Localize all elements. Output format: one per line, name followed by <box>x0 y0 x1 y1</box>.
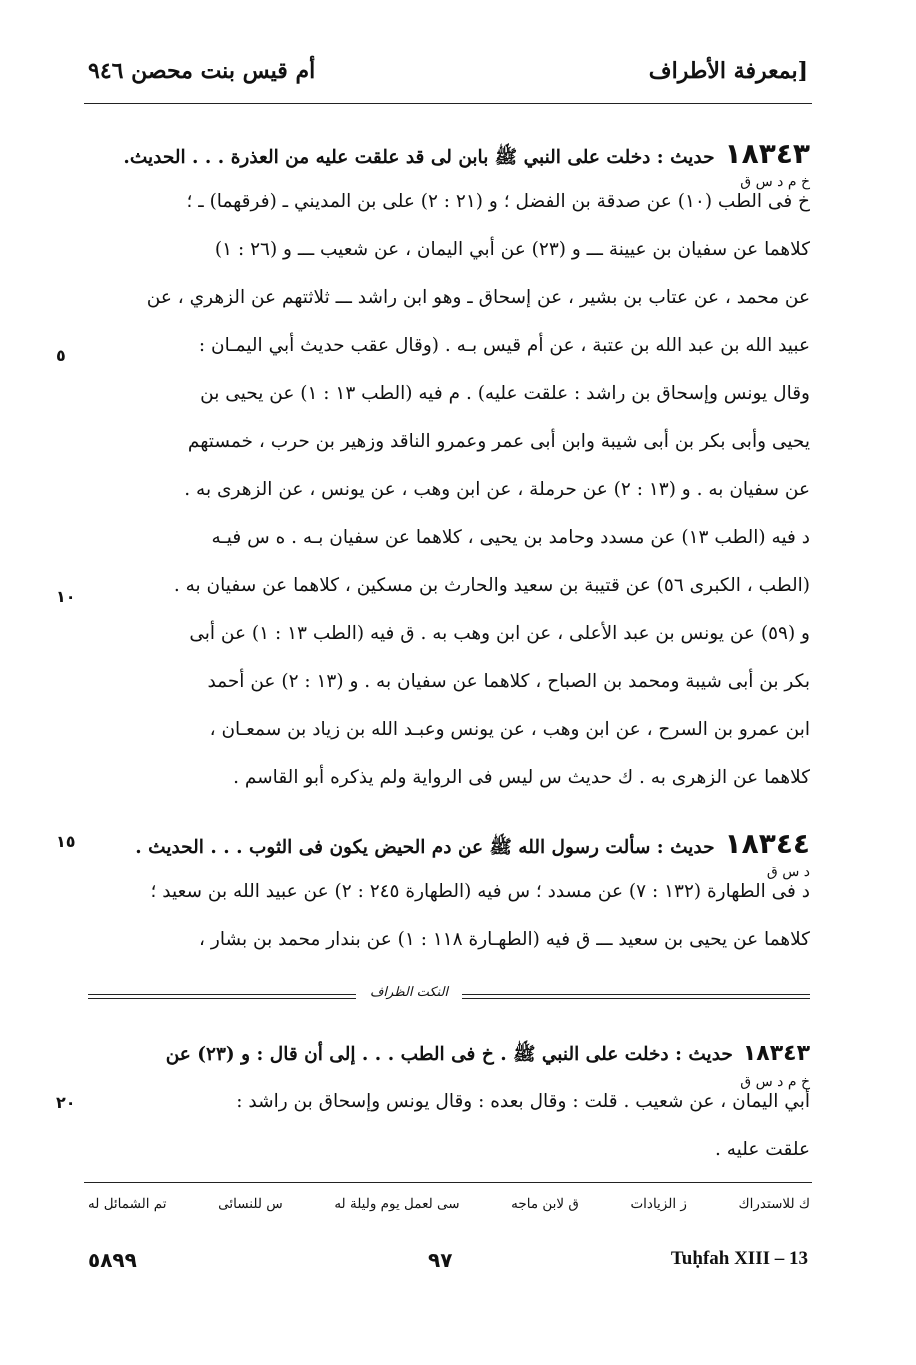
separator-rule-left <box>88 994 356 999</box>
text-line: عبيد الله بن عبد الله بن عتبة ، عن أم قيس بـه . (وقال عقب حديث أبي اليمـان : <box>198 335 810 356</box>
section-separator <box>88 985 810 1009</box>
legend-item: سى لعمل يوم وليلة له <box>334 1196 460 1212</box>
legend-item: تم الشمائل له <box>88 1196 167 1212</box>
sigla-entry2: د س ق <box>766 864 810 880</box>
text-line: د فيه (الطب ١٣) عن مسدد وحامد بن يحيى ، كلاهما عن سفيان بـه . ه س فيـه <box>211 527 810 548</box>
hadith-number: ١٨٣٤٣ <box>742 1041 810 1066</box>
legend-item: ز الزيادات <box>630 1196 687 1212</box>
text-line: ابن عمرو بن السرح ، عن ابن وهب ، عن يونس وعبـد الله بن زياد بن سمعـان ، <box>209 719 810 740</box>
text-line: يحيى وأبى بكر بن أبى شيبة وابن أبى عمر وعمرو الناقد وزهير بن حرب ، خمستهم <box>187 431 810 452</box>
footer-signature: Tuḥfah XIII – 13 <box>670 1248 808 1269</box>
text-line: عن محمد ، عن عتاب بن بشير ، عن إسحاق ـ وهو ابن راشد ـــ ثلاثتهم عن الزهري ، عن <box>146 287 810 308</box>
text-line: د فى الطهارة (١٣٢ : ٧) عن مسدد ؛ س فيه (الطهارة ٢٤٥ : ٢) عن عبيد الله بن سعيد ؛ <box>150 881 810 902</box>
text-line: خ فى الطب (١٠) عن صدقة بن الفضل ؛ و (٢١ : ٢) على بن المديني ـ (فرقهما) ـ ؛ <box>186 191 810 212</box>
text-line: ١٨٣٤٣حديث : دخلت على النبي ﷺ بابن لى قد علقت عليه من العذرة . . . الحديث. <box>123 137 810 170</box>
separator-label: النكت الظراف <box>369 985 449 1000</box>
text-line: بكر بن أبى شيبة ومحمد بن الصباح ، كلاهما عن سفيان به . و (١٣ : ٢) عن أحمد <box>207 671 810 692</box>
text-line: ١٨٣٤٣حديث : دخلت على النبي ﷺ . خ فى الطب . . . إلى أن قال : و (٢٣) عن <box>165 1041 810 1066</box>
text-line: علقت عليه . <box>715 1139 810 1160</box>
margin-line-number: ٢٠ <box>56 1093 76 1112</box>
legend-item: س للنسائى <box>218 1196 283 1212</box>
text-line: ١٨٣٤٤حديث : سألت رسول الله ﷺ عن دم الحيض يكون فى الثوب . . . الحديث . <box>135 827 810 860</box>
text-line: أبي اليمان ، عن شعيب . قلت : وقال بعده : وقال يونس وإسحاق بن راشد : <box>236 1091 810 1112</box>
text-line: وقال يونس وإسحاق بن راشد : علقت عليه) . م فيه (الطب ١٣ : ١) عن يحيى بن <box>200 383 810 404</box>
separator-rule-right <box>462 994 810 999</box>
margin-line-number: ٥ <box>56 346 66 365</box>
header-rule <box>84 103 812 104</box>
legend-item: ك للاستدراك <box>738 1196 810 1212</box>
footer-code: ٥٨٩٩ <box>88 1248 137 1272</box>
text-line: و (٥٩) عن يونس بن عبد الأعلى ، عن ابن وهب به . ق فيه (الطب ١٣ : ١) عن أبى <box>189 623 810 644</box>
text-line: كلاهما عن سفيان بن عيينة ـــ و (٢٣) عن أبي اليمان ، عن شعيب ـــ و (٢٦ : ١) <box>214 239 810 260</box>
page-number: ٩٧ <box>428 1248 453 1272</box>
text-line: عن سفيان به . و (١٣ : ٢) عن حرملة ، عن ابن وهب ، عن يونس ، عن الزهرى به . <box>184 479 810 500</box>
text-line: (الطب ، الكبرى ٥٦) عن قتيبة بن سعيد والحارث بن مسكين ، كلاهما عن سفيان به . <box>173 575 810 596</box>
running-header-left: أم قيس بنت محصن ٩٤٦ <box>88 58 316 84</box>
sigla-entry1: خ م د س ق <box>740 174 810 190</box>
footer-rule <box>84 1182 812 1183</box>
text-line: كلاهما عن الزهرى به . ك حديث س ليس فى الرواية ولم يذكره أبو القاسم . <box>233 767 810 788</box>
margin-line-number: ١٥ <box>56 832 76 851</box>
legend-item: ق لابن ماجه <box>511 1196 579 1212</box>
running-header-right: بمعرفة الأطراف] <box>648 58 808 84</box>
margin-line-number: ١٠ <box>56 587 76 606</box>
sigla-legend <box>88 1196 810 1212</box>
hadith-number: ١٨٣٤٤ <box>724 827 810 860</box>
text-line: كلاهما عن يحيى بن سعيد ـــ ق فيه (الطهـارة ١١٨ : ١) عن بندار محمد بن بشار ، <box>199 929 810 950</box>
sigla-notes: خ م د س ق <box>740 1074 810 1090</box>
hadith-number: ١٨٣٤٣ <box>724 137 810 170</box>
